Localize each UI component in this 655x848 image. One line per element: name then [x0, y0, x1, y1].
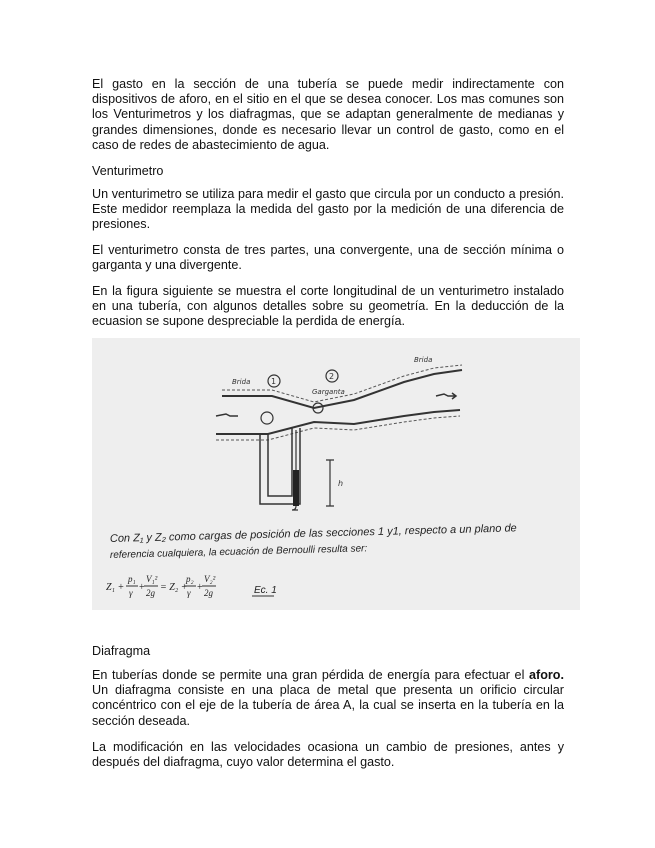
- eq-p1: p₁: [128, 574, 136, 584]
- eq-p2: p₂: [186, 574, 194, 584]
- label-h: h: [338, 479, 344, 488]
- pipe-lower-hatch: [216, 416, 460, 440]
- equation-label: Ec. 1: [254, 585, 277, 596]
- height-dimension: [326, 460, 334, 506]
- manometer-fluid: [293, 470, 299, 506]
- venturimetro-paragraph-2: El venturimetro consta de tres partes, una convergente, una de sección mínima o garganta y una divergente.: [92, 243, 564, 273]
- diafragma-p1-text-before: En tuberías donde se permite una gran pérdida de energía para efectuar el: [92, 668, 530, 682]
- eq-2g-2: 2g: [204, 588, 213, 598]
- flow-arrow-right: [436, 393, 456, 399]
- venturimetro-heading: Venturimetro: [92, 164, 164, 178]
- venturimeter-diagram: [92, 338, 580, 610]
- flow-arrow-left: [216, 414, 238, 416]
- label-brida-left: Brida: [232, 378, 251, 386]
- label-section-2: 2: [329, 372, 335, 381]
- eq-v1: V₁²: [146, 574, 158, 584]
- figure-caption-line-1: Con Z₁ y Z₂ como cargas de posición de las secciones 1 y1, respecto a un plano de: [109, 522, 517, 545]
- pipe-lower-wall: [216, 410, 460, 434]
- diafragma-paragraph-1: [92, 668, 564, 729]
- intro-paragraph: El gasto en la sección de una tubería se puede medir indirectamente con dispositivos de aforo, en el sitio en el que se desea conocer. Los mas comunes son los Venturimetros y los diafragmas, que se adaptan generalmente de medianas y grandes dimensiones, donde es necesario llevar un control de gasto, como en el caso de redes de abastecimiento de agua.: [92, 77, 564, 152]
- venturimeter-figure: [92, 338, 580, 610]
- figure-caption-line-2: referencia cualquiera, la ecuación de Bernoulli resulta ser:: [109, 543, 368, 561]
- aforo-bold-term: aforo.: [529, 668, 564, 682]
- venturimetro-paragraph-1: Un venturimetro se utiliza para medir el gasto que circula por un conducto a presión. Este medidor reemplaza la medida del gasto por la medición de una diferencia de presiones.: [92, 187, 564, 232]
- eq-gamma-2: γ: [187, 588, 191, 598]
- label-garganta: Garganta: [312, 388, 345, 396]
- diafragma-paragraph-2: La modificación en las velocidades ocasiona un cambio de presiones, antes y después del diafragma, cuyo valor determina el gasto.: [92, 740, 564, 770]
- venturimetro-paragraph-3: En la figura siguiente se muestra el corte longitudinal de un venturimetro instalado en una tubería, con algunos detalles sobre su geometría. En la deducción de la ecuasion se supone despreciable la perdida de energía.: [92, 284, 564, 329]
- bernoulli-equation-right: = Z₂ +: [160, 582, 188, 593]
- bernoulli-equation-left: Z₁ +: [106, 582, 125, 593]
- eq-2g-1: 2g: [146, 588, 155, 598]
- manometer-inner: [268, 428, 292, 496]
- label-section-1: 1: [271, 377, 277, 386]
- diafragma-heading: Diafragma: [92, 644, 151, 658]
- label-brida-right: Brida: [414, 356, 433, 364]
- section-1-marker: [261, 412, 273, 424]
- eq-gamma-1: γ: [129, 588, 133, 598]
- eq-plus-2: +: [197, 582, 203, 593]
- diafragma-p1-text-after: Un diafragma consiste en una placa de metal que presenta un orificio circular concéntrico con el eje de la tubería de área A, la cual se inserta en la tubería en la sección deseada.: [92, 683, 564, 728]
- eq-plus-1: +: [139, 582, 145, 593]
- eq-v2: V₂²: [204, 574, 216, 584]
